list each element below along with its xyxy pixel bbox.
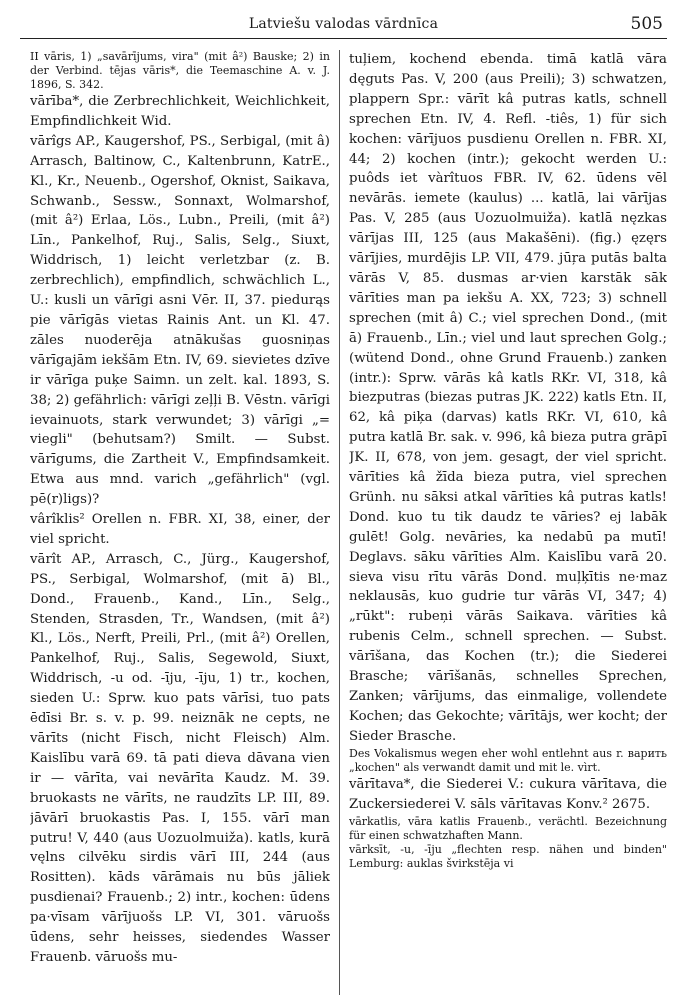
etymology-note: Des Vokalismus wegen eher wohl entlehnt aus r. варить „kochen" als verwandt damit und mit le. vìrt.: [349, 746, 667, 774]
running-title: Latviešu valodas vārdnīca: [248, 16, 439, 32]
entry-vaarksit: vārksīt, -u, -īju „flechten resp. nähen und binden" Lemburg: auklas švirkstēja vi: [349, 842, 667, 870]
entry-vaaritava: vārītava*, die Siederei V.: cukura vārītava, die Zuckersiederei V. sāls vārītavas Konv.² 2675.: [349, 776, 667, 812]
entry-vaarigs: vārîgs AP., Kaugershof, PS., Serbigal, (mit â) Arrasch, Baltinow, C., Kaltenbrunn, KatrE., Kl., Kr., Neuenb., Ogershof, Oknist, Saikava, Schwanb., Sessw., Sonnaxt, Wolmarshof, (mit â²) Erlaa, Lös., Lubn., Preili, (mit â²) Līn., Pankelhof, Ruj., Salis, Selg., Siuxt, Widdrisch, 1) leicht verletzbar (z. B. zerbrechlich), empfindlich, schwächlich L., U.: kusli un vārīgi asni Vēr. II, 37. piedurąs pie vārīgās vietas Rainis Ant. un Kl. 47. zāles nuoderēja atnākušas guosniņas vārīgajām iekšām Etn. IV, 69. sievietes dzīve ir vārīga puķe Saimn. un zelt. kal. 1893, S. 38; 2) gefährlich: vārīgi zeļļi B. Vēstn. vārīgi ievainuots, stark verwundet; 3) vārīgi „= viegli" (behutsam?) Smilt. — Subst. vārīgums, die Zartheit V., Empfindsamkeit. Etwa aus mnd. varich „gefährlich" (vgl. pē(r)ligs)?: [30, 133, 330, 508]
entry-vaariba: vārība*, die Zerbrechlichkeit, Weichlichkeit, Empfindlichkeit Wid.: [30, 94, 330, 129]
entry-vaarit-continued: tuļiem, kochend ebenda. timā katlā vāra dęguts Pas. V, 200 (aus Preili); 3) schwatzen, plappern Spr.: vārīt kâ putras katls, schnell sprechen Etn. IV, 4. Refl. -tiês, 1) für sich kochen: vārījuos pusdienu Orellen n. FBR. XI, 44; 2) kochen (intr.); gekocht werden U.: puôds iet vàrîtuos FBR. IV, 62. ūdens vēl nevārās. iemete (kaulus) ... katlā, lai vārījas Pas. V, 285 (aus Uozuolmuiža). katlā nęzkas vārījas III, 125 (aus Makašēni). (fig.) ęzęrs vārījies, murdējis LP. VII, 479. jūŗa putās balta vārās V, 85. dusmas ar·vien karstāk sāk vārīties man pa iekšu A. XX, 723; 3) schnell sprechen (mit â) C.; viel sprechen Dond., (mit ā) Frauenb., Līn.; viel und laut sprechen Golg.; (wütend Dond., ohne Grund Frauenb.) zanken (intr.): Sprw. vārās kâ katls RKr. VI, 318, kâ biezputras (biezas putras JK. 222) katls Etn. II, 62, kâ piķa (darvas) katls RKr. VI, 610, kâ putra katlā Br. sak. v. 996, kâ bieza putra grāpī JK. II, 678, von jem. gesagt, der viel spricht. vārīties kâ žīda bieza putra, viel sprechen Grünh. nu sāksi atkal vārīties kâ putras katls! Dond. kuo tu tik daudz te vāries? ej labāk gulēt! Golg. nevāries, ka nedabū pa mutī! Deglavs. sāku vārīties Alm. Kaislību varā 20. sieva visu rītu vārās Dond. muļķītis ne·maz neklausās, kuo gudrie tur vārās VI, 347; 4) „rūkt": rubeņi vārās Saikava. vārīties kâ rubenis Celm., schnell sprechen. — Subst. vārīšana, das Kochen (tr.); die Siederei Brasche; vārīšanās, schnelles Sprechen, Zanken; vārījums, das einmalige, vollendete Kochen; das Gekochte; vārītājs, wer kocht; der Sieder Brasche.: [349, 52, 667, 744]
entry-vaariklis: vârîklis² Orellen n. FBR. XI, 38, einer, der viel spricht.: [30, 512, 330, 547]
entry-vaaris-ii: II vāris, 1) „savārījums, vira" (mit â²) Bauske; 2) in der Verbind. tējas vāris*, die Teemaschine A. v. J. 1896, S. 342.: [30, 50, 330, 91]
entry-vaarit: vārît AP., Arrasch, C., Jürg., Kaugershof, PS., Serbigal, Wolmarshof, (mit ā) Bl., Dond., Frauenb., Kand., Līn., Selg., Stenden, Strasden, Tr., Wandsen, (mit â²) Kl., Lös., Nerft, Preili, Prl., (mit â²) Orellen, Pankelhof, Ruj., Salis, Segewold, Siuxt, Widdrisch, -u od. -īju, -īju, 1) tr., kochen, sieden U.: Sprw. kuo pats vārīsi, tuo pats ēdīsi Br. s. v. p. 99. neiznāk ne cepts, ne vārīts (nicht Fisch, nicht Fleisch) Alm. Kaislību varā 69. tā pati dieva dāvana vien ir — vārīta, vai nevārīta Kaudz. M. 39. bruokasts ne vārīts, ne raudzīts LP. III, 89. jāvārī bruokastis Pas. I, 155. vārī man putru! V, 440 (aus Uozuolmuiža). katls, kurā vęlns cilvēku sirdis vārī III, 244 (aus Rositten). kāds vārāmais nu būs jāliek pusdienai? Frauenb.; 2) intr., kochen: ūdens pa·vīsam vārījuošs LP. VI, 301. vāruošs ūdens, sehr heisses, siedendes Wasser Frauenb. vāruošs mu-: [30, 551, 330, 965]
page-number: 505: [630, 14, 663, 34]
entry-vaarkatlis: vārkatlis, vāra katlis Frauenb., verächtl. Bezeichnung für einen schwatzhaften Mann.: [349, 814, 667, 842]
column-divider: [339, 50, 340, 995]
right-column: [349, 50, 667, 995]
page-header: [20, 14, 667, 39]
left-column: [30, 50, 330, 995]
